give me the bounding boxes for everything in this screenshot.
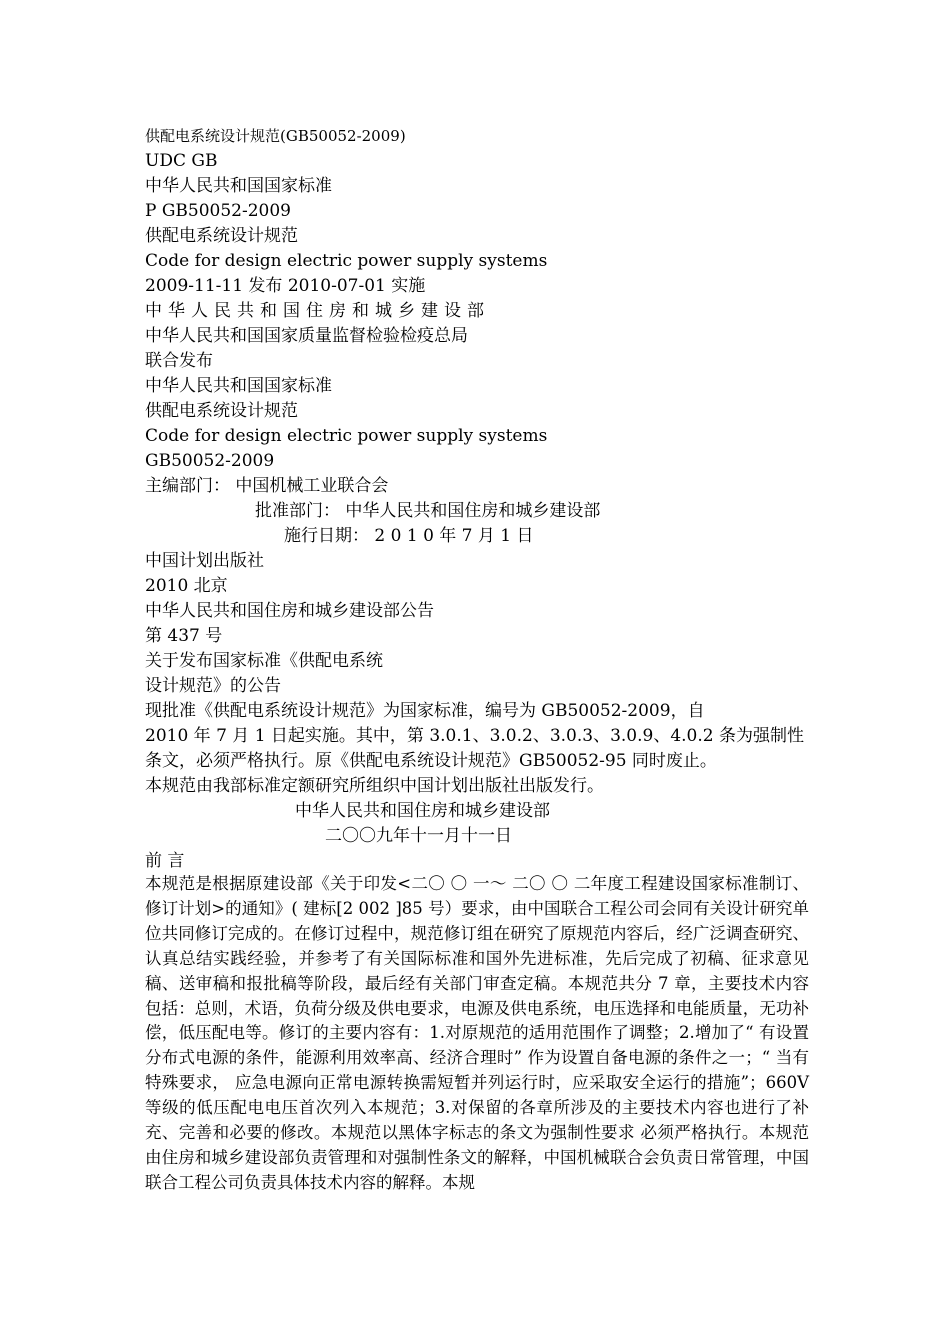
standard-title-en-2: Code for design electric power supply systems	[145, 426, 548, 446]
announcement-body-4: 本规范由我部标准定额研究所组织中国计划出版社出版发行。	[145, 776, 604, 796]
standard-number-line: P GB50052-2009	[145, 201, 292, 221]
udc-line: UDC GB	[145, 151, 218, 171]
issuer-line-1: 中华人民共和国住房和城乡建设部	[145, 301, 490, 321]
issue-date-line: 2009-11-11 发布 2010-07-01 实施	[145, 276, 426, 296]
announcement-body-2: 2010 年 7 月 1 日起实施。其中，第 3.0.1、3.0.2、3.0.3、3.0.9、4.0.2 条为强制性	[145, 726, 804, 746]
issuer-line-2: 中华人民共和国国家质量监督检验检疫总局	[145, 326, 468, 346]
document-title-line: 供配电系统设计规范(GB50052-2009)	[145, 127, 406, 145]
announcement-body-1: 现批准《供配电系统设计规范》为国家标准，编号为 GB50052-2009，自	[145, 701, 705, 721]
national-standard-line: 中华人民共和国国家标准	[145, 176, 332, 196]
announcement-signature: 中华人民共和国住房和城乡建设部	[295, 801, 550, 821]
announcement-title-2: 设计规范》的公告	[145, 676, 281, 696]
approval-dept-line: 批准部门： 中华人民共和国住房和城乡建设部	[255, 501, 601, 521]
chief-editor-line: 主编部门： 中国机械工业联合会	[145, 476, 389, 496]
announcement-date: 二〇〇九年十一月十一日	[325, 826, 512, 846]
standard-title-cn-2: 供配电系统设计规范	[145, 401, 298, 421]
publish-place-line: 2010 北京	[145, 576, 228, 596]
joint-release-line: 联合发布	[145, 351, 213, 371]
preface-heading: 前 言	[145, 851, 185, 871]
announcement-title-1: 关于发布国家标准《供配电系统	[145, 651, 383, 671]
preface-paragraph: 本规范是根据原建设部《关于印发<二〇 〇 一～ 二〇 〇 二年度工程建设国家标准制订、修订计划>的通知》( 建标[2 002 ]85 号）要求，由中国联合工程公司会同有关设计研究单位共同修订完成的。在修订过程中，规范修订组在研究了原规范内容后，经广泛调查研究、认真总结实践经验，并参考了有关国际标准和国外先进标准，先后完成了初稿、征求意见稿、送审稿和报批稿等阶段，最后经有关部门审查定稿。本规范共分 7 章，主要技术内容包括：总则，术语，负荷分级及供电要求，电源及供电系统，电压选择和电能质量，无功补偿，低压配电等。修订的主要内容有：1.对原规范的适用范围作了调整；2.增加了“ 有设置分布式电源的条件，能源利用效率高、经济合理时” 作为设置自备电源的条件之一；“ 当有特殊要求， 应急电源向正常电源转换需短暂并列运行时，应采取安全运行的措施”；660V 等级的低压配电电压首次列入本规范；3.对保留的各章所涉及的主要技术内容也进行了补充、完善和必要的修改。本规范以黑体字标志的条文为强制性要求 必须严格执行。本规范由住房和城乡建设部负责管理和对强制性条文的解释，中国机械联合会负责日常管理，中国联合工程公司负责具体技术内容的解释。本规	[145, 874, 809, 1192]
standard-title-cn: 供配电系统设计规范	[145, 226, 298, 246]
effective-date-line: 施行日期： 2 0 1 0 年 7 月 1 日	[284, 526, 534, 546]
announcement-heading: 中华人民共和国住房和城乡建设部公告	[145, 601, 434, 621]
national-standard-line-2: 中华人民共和国国家标准	[145, 376, 332, 396]
standard-title-en: Code for design electric power supply systems	[145, 251, 548, 271]
announcement-number: 第 437 号	[145, 626, 223, 646]
standard-number-line-2: GB50052-2009	[145, 451, 275, 471]
announcement-body-3: 条文，必须严格执行。原《供配电系统设计规范》GB50052-95 同时废止。	[145, 751, 717, 771]
publisher-line: 中国计划出版社	[145, 551, 264, 571]
